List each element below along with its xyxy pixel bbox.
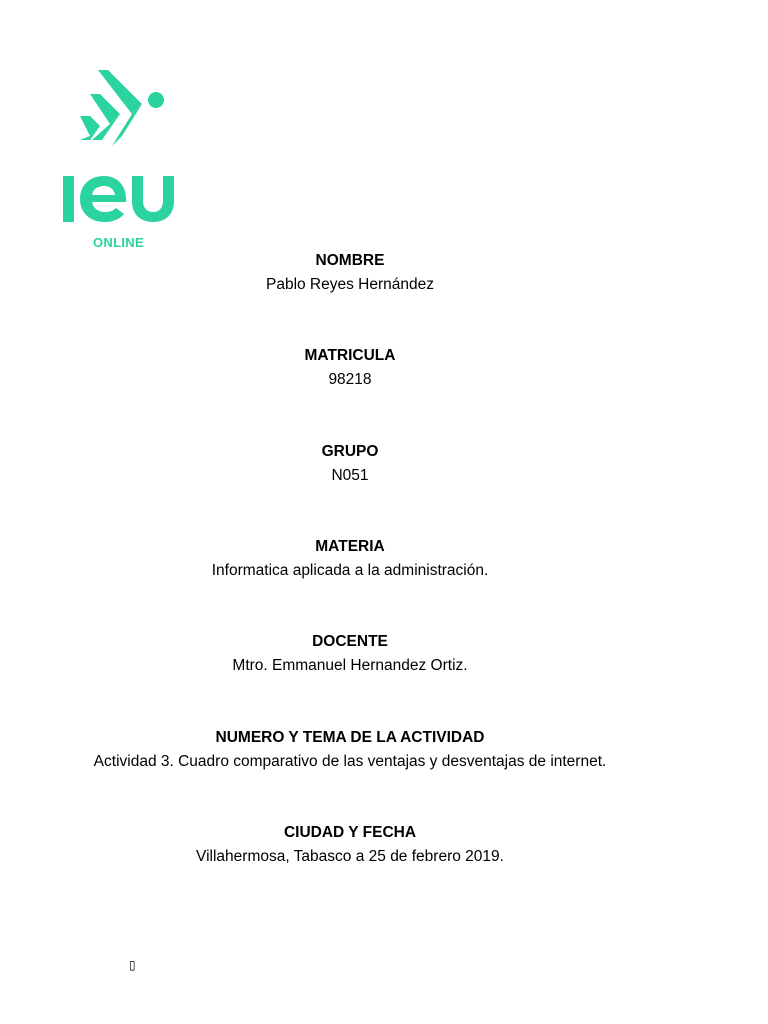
logo-online-text: ONLINE — [93, 235, 144, 250]
field-value: Informatica aplicada a la administración. — [211, 562, 489, 579]
field-ciudad-fecha — [0, 824, 700, 866]
field-label: NOMBRE — [315, 252, 385, 269]
ieu-online-logo — [60, 70, 190, 255]
field-value: Mtro. Emmanuel Hernandez Ortiz. — [232, 657, 468, 674]
field-grupo — [0, 443, 700, 485]
field-value: 98218 — [328, 371, 372, 388]
missing-glyph-icon: ▯ — [129, 958, 136, 972]
field-label: MATERIA — [315, 538, 385, 555]
field-label: DOCENTE — [312, 633, 388, 650]
field-docente — [0, 633, 700, 675]
field-value: Villahermosa, Tabasco a 25 de febrero 2019. — [196, 848, 504, 865]
field-label: NUMERO Y TEMA DE LA ACTIVIDAD — [215, 729, 485, 746]
field-value: N051 — [331, 467, 369, 484]
field-value: Pablo Reyes Hernández — [265, 276, 435, 293]
field-label: CIUDAD Y FECHA — [283, 824, 417, 841]
field-nombre — [0, 252, 700, 294]
field-actividad — [0, 729, 700, 771]
field-value: Actividad 3. Cuadro comparativo de las ventajas y desventajas de internet. — [93, 753, 607, 770]
field-matricula — [0, 347, 700, 389]
field-label: MATRICULA — [304, 347, 396, 364]
field-label: GRUPO — [321, 443, 379, 460]
field-materia — [0, 538, 700, 580]
ieu-logo-graphic — [60, 70, 190, 255]
